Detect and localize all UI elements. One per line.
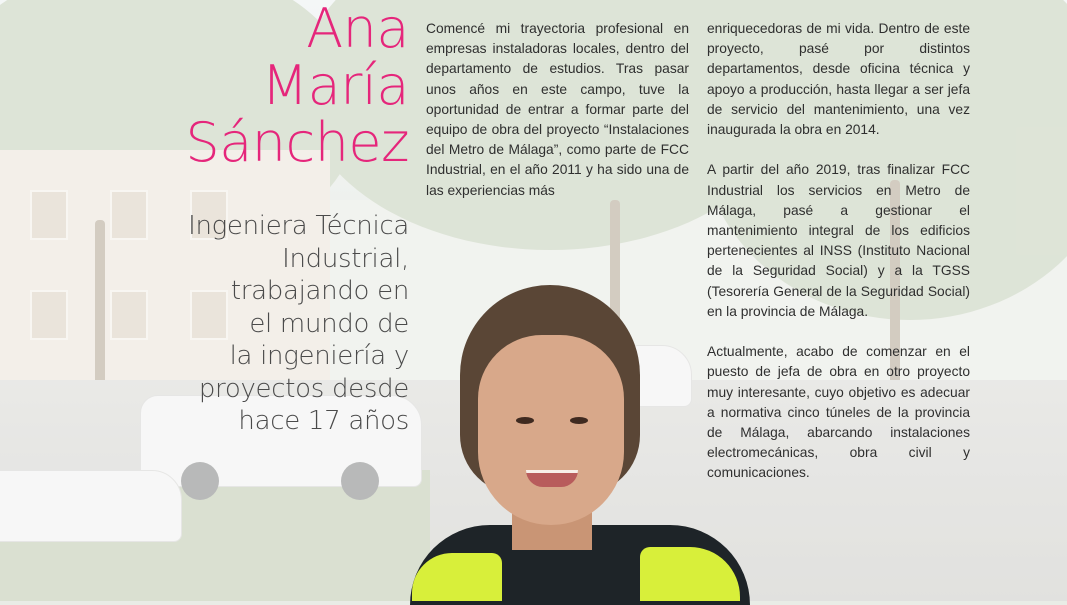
article-column-2 — [707, 19, 970, 504]
subtitle-line: trabajando en — [230, 276, 409, 306]
body-paragraph: Comencé mi trayectoria profesional en empresas instaladoras locales, dentro del departamento de estudios. Tras pasar unos años en este campo, tuve la oportunidad de entrar a formar parte del equipo de obra del proyecto “Instalaciones del Metro de Málaga”, como parte de FCC Industrial, en el año 2011 y ha sido una de las experiencias más — [426, 21, 689, 198]
subtitle-line: proyectos desde — [198, 373, 409, 404]
profile-subtitle — [109, 210, 409, 438]
body-paragraph: enriquecedoras de mi vida. Dentro de este proyecto, pasé por distintos departamentos, desde oficina técnica y apoyo a producción, hasta llegar a ser jefa de servicio del mantenimiento, una vez inaugurada la obra en 2014. — [707, 21, 970, 138]
subtitle-line: la ingeniería y — [229, 341, 409, 371]
body-paragraph: Actualmente, acabo de comenzar en el puesto de jefa de obra en otro proyecto muy interesante, cuyo objetivo es adecuar a normativa cinco túneles de la provincia de Málaga, abarcando instalaciones electromecánicas, obra civil y comunicaciones. — [707, 344, 970, 481]
profile-name — [185, 0, 409, 174]
subtitle-line: hace 17 años — [238, 406, 409, 436]
name-line: Sánchez — [185, 111, 409, 174]
article-column-1 — [426, 19, 689, 221]
name-line: Ana — [306, 0, 409, 60]
subtitle-line: Ingeniera Técnica — [188, 211, 409, 241]
portrait-photo — [400, 285, 760, 601]
subtitle-line: el mundo de — [249, 308, 409, 339]
name-line: María — [261, 54, 409, 117]
body-paragraph: A partir del año 2019, tras finalizar FCC Industrial los servicios en Metro de Málaga, pasé a gestionar el mantenimiento integral de los edificios pertenecientes al INSS (Instituto Nacional de la Seguridad Social) y a la TGSS (Tesorería General de la Seguridad Social) en la provincia de Málaga. — [707, 162, 970, 319]
subtitle-line: Industrial, — [282, 243, 409, 274]
